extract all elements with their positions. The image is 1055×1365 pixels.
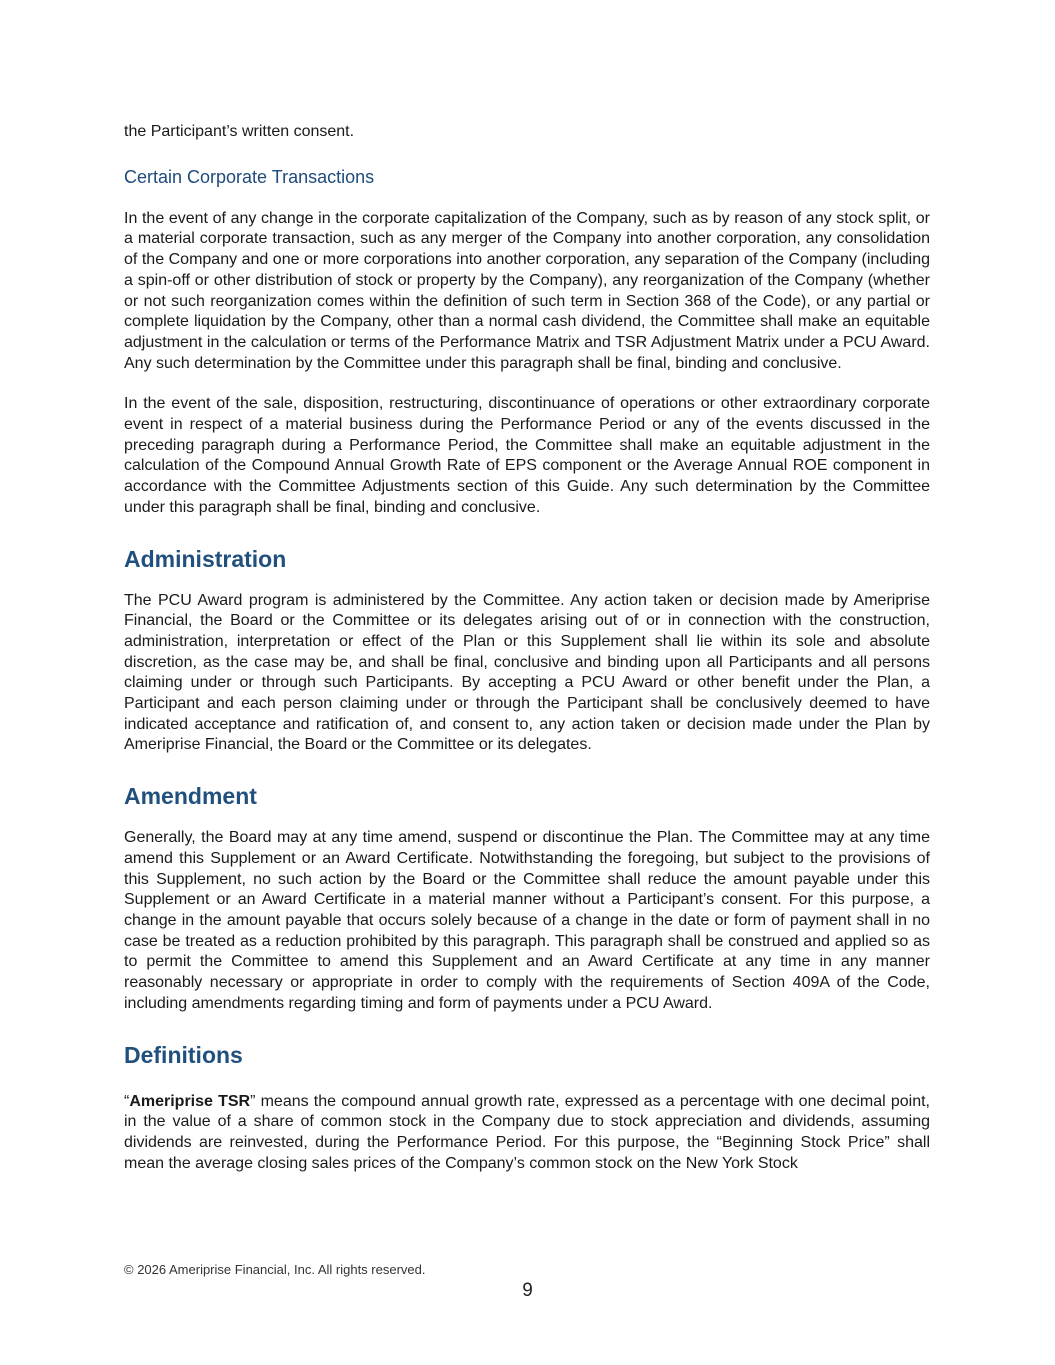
administration-paragraph: The PCU Award program is administered by the Committee. Any action taken or decision made by Ameriprise Financial, the Board or the Committee or its delegates arising out of or in connection with the construction, administration, interpretation or effect of the Plan or this Supplement shall lie within its sole and absolute discretion, as the case may be, and shall be final, conclusive and binding upon all Participants and all persons claiming under or through such Participants. By accepting a PCU Award or other benefit under the Plan, a Participant and each person claiming under or through the Participant shall be conclusively deemed to have indicated acceptance and ratification of, and consent to, any action taken or decision made under the Plan by Ameriprise Financial, the Board or the Committee or its delegates. — [124, 591, 930, 754]
administration-heading: Administration — [124, 545, 287, 572]
amendment-paragraph: Generally, the Board may at any time amend, suspend or discontinue the Plan. The Committee may at any time amend this Supplement or an Award Certificate. Notwithstanding the foregoing, but subject to the provisions of this Supplement, no such action by the Board or the Committee shall reduce the amount payable under this Supplement or an Award Certificate in a material manner without a Participant’s consent. For this purpose, a change in the amount payable that occurs solely because of a change in the date or form of payment shall in no case be treated as a reduction prohibited by this paragraph. This paragraph shall be construed and applied so as to permit the Committee to amend this Supplement and an Award Certificate at any time in any manner reasonably necessary or appropriate in order to comply with the requirements of Section 409A of the Code, including amendments regarding timing and form of payments under a PCU Award. — [124, 829, 930, 1012]
definition-text: ” means the compound annual growth rate, expressed as a percentage with one decimal point, in the value of a share of common stock in the Company due to stock appreciation and dividends, assuming dividends are reinvested, during the Performance Period. For this purpose, the “Beginning Stock Price” shall mean the average closing sales prices of the Company’s common stock on the New York Stock — [124, 1092, 930, 1172]
definition-ameriprise-tsr — [124, 1092, 930, 1175]
amendment-heading: Amendment — [124, 783, 257, 810]
page-number: 9 — [522, 1280, 533, 1301]
intro-line: the Participant’s written consent. — [124, 123, 355, 140]
defined-term: Ameriprise TSR — [129, 1092, 251, 1110]
definitions-heading: Definitions — [124, 1041, 243, 1068]
quote-open: “ — [124, 1092, 130, 1110]
corporate-transactions-heading: Certain Corporate Transactions — [124, 166, 375, 187]
corporate-paragraph-2: In the event of the sale, disposition, restructuring, discontinuance of operations or other extraordinary corporate event in respect of a material business during the Performance Period or any of the events discussed in the preceding paragraph during a Performance Period, the Committee shall make an equitable adjustment in the calculation of the Compound Annual Growth Rate of EPS component or the Average Annual ROE component in accordance with the Committee Adjustments section of this Guide. Any such determination by the Committee under this paragraph shall be final, binding and conclusive. — [124, 395, 930, 516]
copyright-footer: © 2026 Ameriprise Financial, Inc. All rights reserved. — [124, 1262, 426, 1277]
document-page — [124, 122, 930, 1174]
corporate-paragraph-1: In the event of any change in the corporate capitalization of the Company, such as by reason of any stock split, or a material corporate transaction, such as any merger of the Company into another corporation, any consolidation of the Company and one or more corporations into another corporation, any separation of the Company (including a spin-off or other distribution of stock or property by the Company), any reorganization of the Company (whether or not such reorganization comes within the definition of such term in Section 368 of the Code), or any partial or complete liquidation by the Company, other than a normal cash dividend, the Committee shall make an equitable adjustment in the calculation or terms of the Performance Matrix and TSR Adjustment Matrix under a PCU Award. Any such determination by the Committee under this paragraph shall be final, binding and conclusive. — [124, 209, 930, 372]
